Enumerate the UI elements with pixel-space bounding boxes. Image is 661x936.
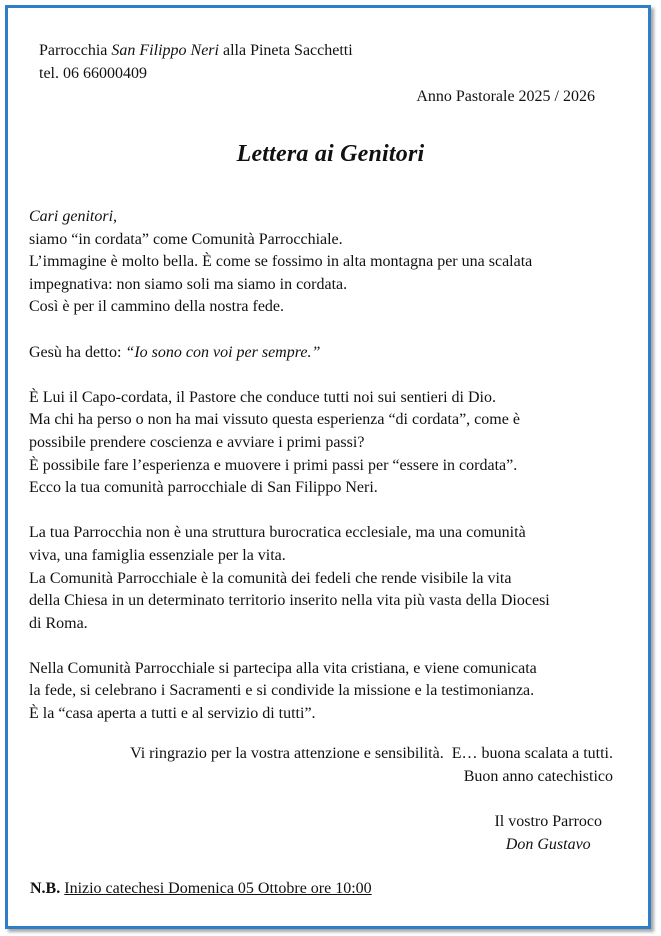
paragraph3-line1: La tua Parrocchia non è una struttura burocratica ecclesiale, ma una comunità [29,524,526,542]
spacer [29,635,629,658]
quote-text: “Io sono con voi per sempre.” [125,343,321,361]
paragraph2-line1: È Lui il Capo-cordata, il Pastore che conduce tutti noi sui sentieri di Dio. [29,388,496,406]
paragraph2-line5: Ecco la tua comunità parrocchiale di San Filippo Neri. [29,479,378,497]
parish-suffix: alla Pineta Sacchetti [218,42,353,59]
parish-line [39,39,353,62]
closing-wishes: Buon anno catechistico [463,767,613,785]
spacer [29,319,629,342]
paragraph3-line3: La Comunità Parrocchiale è la comunità dei fedeli che rende visibile la vita [29,569,512,587]
parish-prefix: Parrocchia [39,42,112,59]
paragraph1-line3: impegnativa: non siamo soli ma siamo in cordata. [29,275,348,293]
signature-role: Il vostro Parroco [494,813,602,830]
paragraph4-line1: Nella Comunità Parrocchiale si partecipa alla vita cristiana, e viene comunicata [29,659,537,677]
pastoral-year: Anno Pastorale 2025 / 2026 [416,88,595,105]
paragraph3-line5: di Roma. [29,614,88,632]
closing-block [130,743,613,788]
paragraph4-line2: la fede, si celebrano i Sacramenti e si condivide la missione e la testimonianza. [29,682,535,700]
paragraph1-line4: Così è per il cammino della nostra fede. [29,298,285,316]
phone-line: tel. 06 66000409 [39,65,147,82]
signature-name: Don Gustavo [505,835,591,853]
paragraph2-line2: Ma chi ha perso o non ha mai vissuto questa esperienza “di cordata”, come è [29,411,520,429]
paragraph1-line2: L’immagine è molto bella. È come se fossimo in alta montagna per una scalata [29,253,533,271]
note-label: N.B. [30,880,61,897]
paragraph2-line3: possibile prendere coscienza e avviare i primi passi? [29,433,365,451]
letter-body [29,206,629,726]
greeting: Cari genitori, [29,208,118,225]
paragraph3-line2: viva, una famiglia essenziale per la vita. [29,546,286,564]
note-text: Inizio catechesi Domenica 05 Ottobre ore 10:00 [64,880,372,897]
paragraph3-line4: della Chiesa in un determinato territorio inserito nella vita più vasta della Diocesi [29,592,550,610]
quote-prefix: Gesù ha detto: [29,343,126,361]
parish-name: San Filippo Neri [111,42,219,59]
quote-line [29,342,629,365]
closing-thanks: Vi ringrazio per la vostra attenzione e sensibilità. E… buona scalata a tutti. [130,745,613,762]
note-line [30,877,372,900]
signature-block [494,811,602,856]
spacer [29,364,629,387]
paragraph1-line1: siamo “in cordata” come Comunità Parrocchiale. [29,230,343,248]
paragraph4-line3: È la “casa aperta a tutti e al servizio di tutti”. [29,705,316,723]
spacer [29,500,629,523]
page-title: Lettera ai Genitori [236,141,425,167]
paragraph2-line4: È possibile fare l’esperienza e muovere i primi passi per “essere in cordata”. [29,456,518,474]
